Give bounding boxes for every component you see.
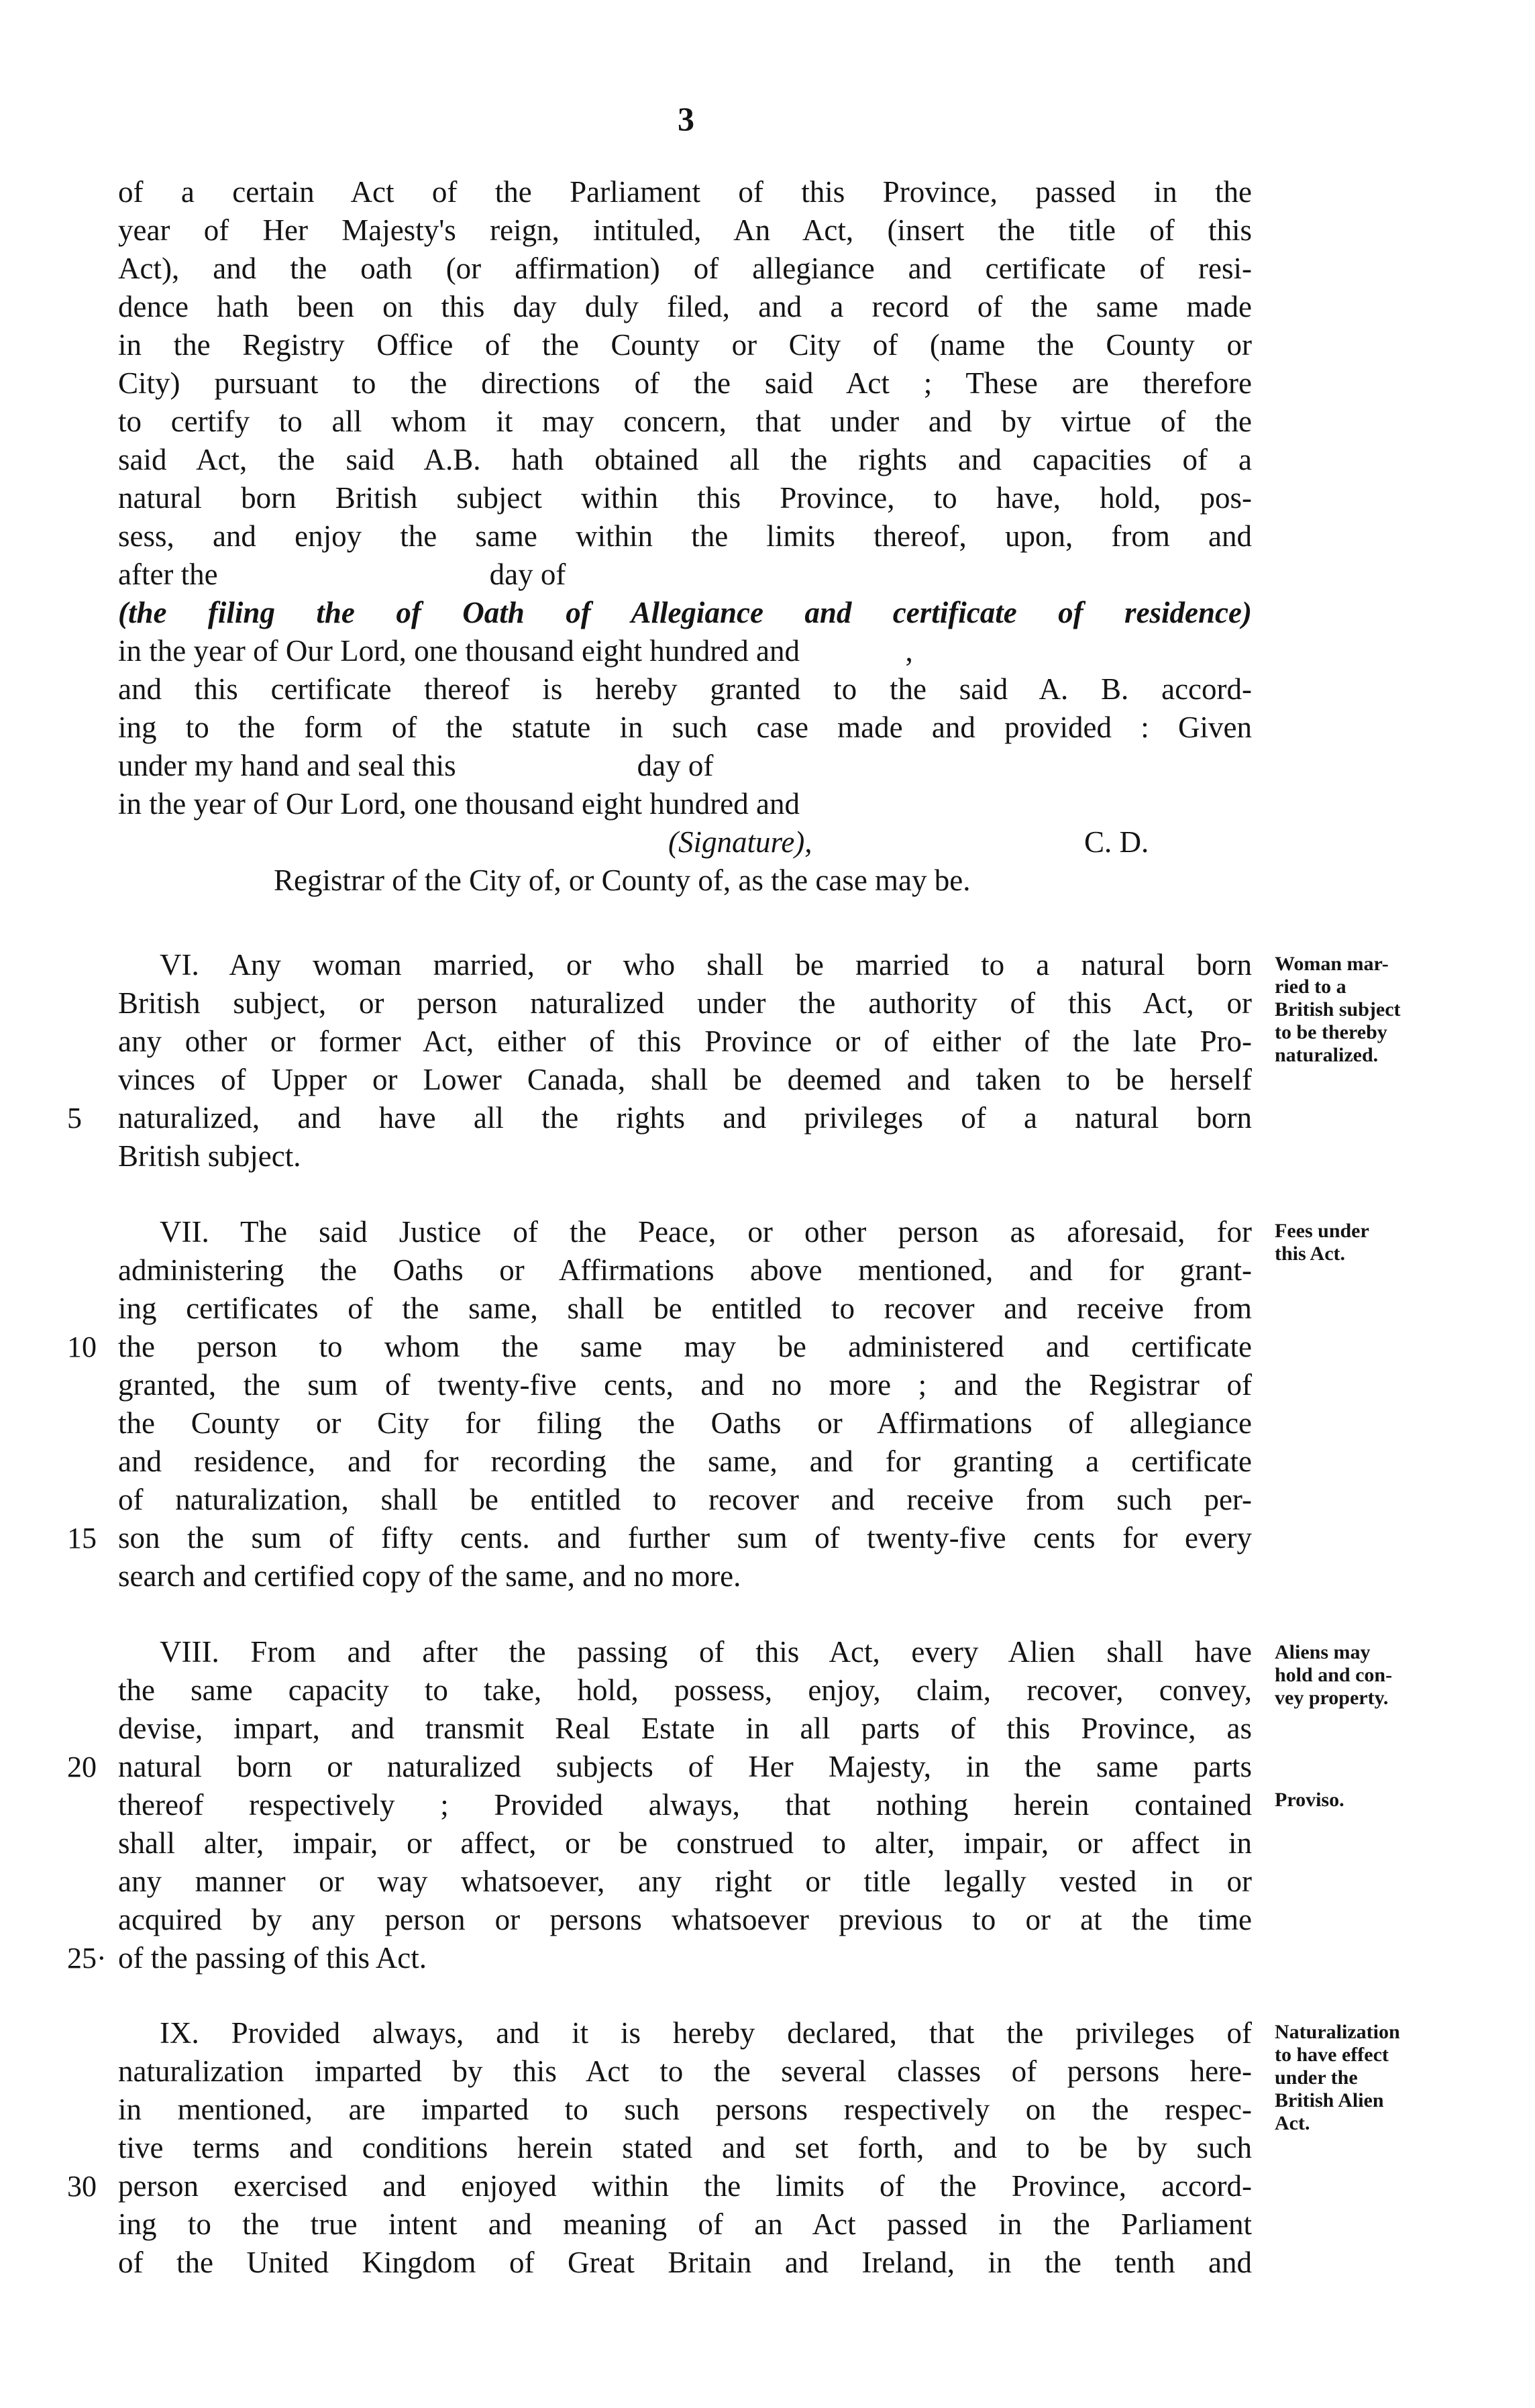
text-line: any other or former Act, either of this Province or of either of the late Pro- <box>118 1025 1252 1058</box>
text-line: search and certified copy of the same, and no more. <box>118 1559 741 1593</box>
margin-note-line: Fees under <box>1275 1220 1369 1242</box>
margin-note-line: Aliens may <box>1275 1641 1371 1663</box>
text-line: of a certain Act of the Parliament of this Province, passed in the <box>118 175 1252 209</box>
page-number: 3 <box>678 100 694 138</box>
text-line: ing certificates of the same, shall be entitled to recover and receive from <box>118 1292 1252 1325</box>
text-line: under my hand and seal this day of <box>118 749 714 782</box>
text-line: IX. Provided always, and it is hereby declared, that the privileges of <box>160 2016 1252 2050</box>
section-vii <box>118 1213 1252 1595</box>
text-line: acquired by any person or persons whatsoever previous to or at the time <box>118 1903 1252 1936</box>
text-line: naturalization imparted by this Act to the several classes of persons here- <box>118 2054 1252 2088</box>
margin-note-line: under the <box>1275 2066 1358 2089</box>
line-number: 5 <box>67 1102 82 1135</box>
text-line: the person to whom the same may be administered and certificate <box>118 1330 1252 1363</box>
text-line: of the United Kingdom of Great Britain and Ireland, in the tenth and <box>118 2246 1252 2279</box>
margin-note-line: British subject <box>1275 998 1401 1020</box>
text-line: dence hath been on this day duly filed, and a record of the same made <box>118 290 1252 323</box>
margin-note-line: to have effect <box>1275 2044 1389 2066</box>
line-number: 25· <box>67 1942 107 1975</box>
text-line: said Act, the said A.B. hath obtained all the rights and capacities of a <box>118 443 1252 476</box>
line-number: 15 <box>67 1522 97 1555</box>
margin-note-line: Proviso. <box>1275 1789 1344 1811</box>
line-number: 30 <box>67 2170 97 2203</box>
text-line: vinces of Upper or Lower Canada, shall be deemed and taken to be herself <box>118 1063 1252 1096</box>
signature-line <box>118 823 1252 861</box>
text-line: shall alter, impair, or affect, or be construed to alter, impair, or affect in <box>118 1826 1252 1860</box>
text-line: year of Her Majesty's reign, intituled, An Act, (insert the title of this <box>118 213 1252 247</box>
margin-note-line: hold and con- <box>1275 1664 1393 1686</box>
line-number: 10 <box>67 1330 97 1363</box>
text-line: British subject, or person naturalized under the authority of this Act, or <box>118 986 1252 1020</box>
margin-note-woman-married <box>1275 953 1496 1067</box>
text-line: Act), and the oath (or affirmation) of allegiance and certificate of resi- <box>118 252 1252 285</box>
section-viii <box>118 1633 1252 1977</box>
text-line: tive terms and conditions herein stated and set forth, and to be by such <box>118 2131 1252 2164</box>
text-line-italic: (the filing the of Oath of Allegiance and certificate of residence) <box>118 596 1252 629</box>
text-line: and residence, and for recording the same, and for granting a certificate <box>118 1445 1252 1478</box>
text-line: of the passing of this Act. <box>118 1941 427 1975</box>
margin-note-line: naturalized. <box>1275 1044 1379 1066</box>
margin-note-line: ried to a <box>1275 976 1346 998</box>
text-line: British subject. <box>118 1139 301 1173</box>
text-line: naturalized, and have all the rights and privileges of a natural born <box>118 1101 1252 1135</box>
text-line: devise, impart, and transmit Real Estate in all parts of this Province, as <box>118 1712 1252 1745</box>
text-line: administering the Oaths or Affirmations above mentioned, and for grant- <box>118 1253 1252 1287</box>
text-line: any manner or way whatsoever, any right or title legally vested in or <box>118 1865 1252 1898</box>
text-line: in the year of Our Lord, one thousand eight hundred and <box>118 787 800 821</box>
text-line: son the sum of fifty cents. and further sum of twenty-five cents for every <box>118 1521 1252 1555</box>
section-vi <box>118 946 1252 1175</box>
text-line: ing to the form of the statute in such case made and provided : Given <box>118 711 1252 744</box>
margin-note-line: British Alien <box>1275 2089 1384 2111</box>
registrar-line: Registrar of the City of, or County of, as the case may be. <box>274 863 971 897</box>
line-number: 20 <box>67 1750 97 1783</box>
text-line: granted, the sum of twenty-five cents, and no more ; and the Registrar of <box>118 1368 1252 1402</box>
margin-note-line: Woman mar- <box>1275 953 1389 975</box>
margin-note-line: this Act. <box>1275 1243 1345 1265</box>
text-line: to certify to all whom it may concern, that under and by virtue of the <box>118 405 1252 438</box>
text-line: the same capacity to take, hold, possess, enjoy, claim, recover, convey, <box>118 1673 1252 1707</box>
text-line: City) pursuant to the directions of the said Act ; These are therefore <box>118 366 1252 400</box>
text-line: the County or City for filing the Oaths or Affirmations of allegiance <box>118 1406 1252 1440</box>
margin-note-aliens-property <box>1275 1641 1496 1710</box>
text-line: VIII. From and after the passing of this Act, every Alien shall have <box>160 1635 1252 1669</box>
text-line: of naturalization, shall be entitled to recover and receive from such per- <box>118 1483 1252 1516</box>
text-line: VI. Any woman married, or who shall be married to a natural born <box>160 948 1252 982</box>
text-line: in mentioned, are imparted to such persons respectively on the respec- <box>118 2093 1252 2126</box>
text-line: and this certificate thereof is hereby granted to the said A. B. accord- <box>118 672 1252 706</box>
signature-initials: C. D. <box>1084 825 1149 859</box>
margin-note-naturalization <box>1275 2021 1496 2135</box>
signature-label: (Signature), <box>668 825 812 859</box>
text-line: sess, and enjoy the same within the limits thereof, upon, from and <box>118 519 1252 553</box>
margin-note-line: Naturalization <box>1275 2021 1400 2043</box>
margin-note-line: to be thereby <box>1275 1021 1387 1043</box>
text-line: natural born British subject within this Province, to have, hold, pos- <box>118 481 1252 515</box>
certificate-form <box>118 173 1252 900</box>
margin-note-line: Act. <box>1275 2112 1310 2134</box>
text-line: ing to the true intent and meaning of an Act passed in the Parliament <box>118 2207 1252 2241</box>
text-line: in the year of Our Lord, one thousand eight hundred and , <box>118 634 913 668</box>
text-line: VII. The said Justice of the Peace, or other person as aforesaid, for <box>160 1215 1252 1249</box>
margin-note-line: vey property. <box>1275 1687 1389 1709</box>
text-line: person exercised and enjoyed within the limits of the Province, accord- <box>118 2169 1252 2203</box>
text-line: after the day of <box>118 558 566 591</box>
text-line: natural born or naturalized subjects of Her Majesty, in the same parts <box>118 1750 1252 1783</box>
margin-note-fees <box>1275 1220 1496 1265</box>
text-line: thereof respectively ; Provided always, that nothing herein contained <box>118 1788 1252 1822</box>
text-line: in the Registry Office of the County or City of (name the County or <box>118 328 1252 362</box>
section-ix <box>118 2014 1252 2282</box>
margin-note-proviso <box>1275 1789 1496 1812</box>
